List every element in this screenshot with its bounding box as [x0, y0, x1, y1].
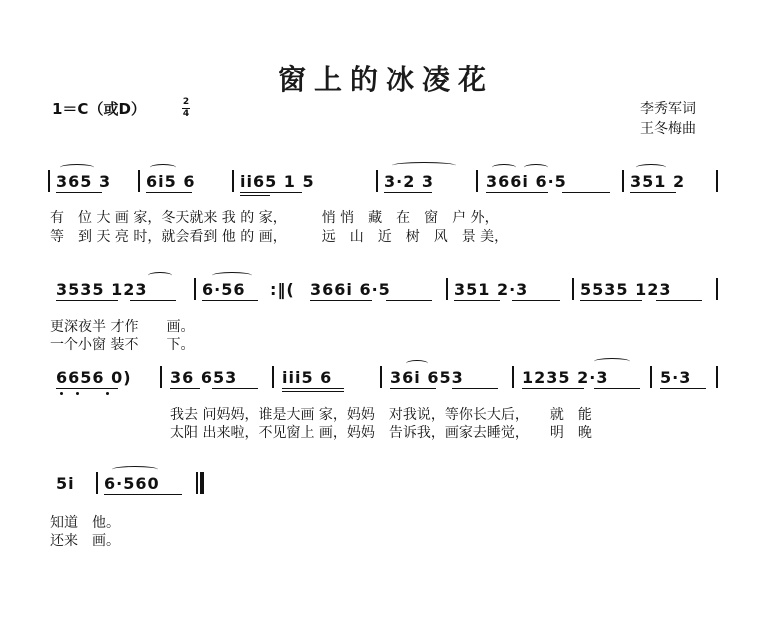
- lyricist-credit: 李秀军词: [640, 101, 696, 117]
- barline: [48, 170, 50, 192]
- time-signature: [182, 98, 190, 119]
- beam-line: [580, 300, 642, 301]
- measure-3: iii5 6: [282, 368, 333, 387]
- slur: [406, 360, 428, 367]
- low-octave-dot: [76, 392, 79, 395]
- barline: [476, 170, 478, 192]
- beam-line: [104, 494, 182, 495]
- slur: [524, 164, 548, 171]
- lyrics-verse-2: 一个小窗 装不 下。: [50, 337, 195, 353]
- song-title: 窗上的冰凌花: [277, 63, 494, 96]
- measure-1: 3535 123: [56, 280, 148, 299]
- barline: [446, 278, 448, 300]
- lyrics-verse-1: 有 位 大 画 家，冬天就来 我 的 家， 悄 悄 藏 在 窗 户 外，: [50, 210, 499, 226]
- composer-credit: 王冬梅曲: [640, 121, 696, 137]
- low-octave-dot: [60, 392, 63, 395]
- key-signature: 1＝C（或D）: [52, 100, 146, 118]
- beam-line: [512, 300, 560, 301]
- repeat-sign: :‖(: [270, 280, 295, 299]
- barline: [622, 170, 624, 192]
- tie: [392, 162, 456, 169]
- measure-3: 366i 6·5: [310, 280, 391, 299]
- beam-line: [656, 300, 702, 301]
- barline: [232, 170, 234, 192]
- slur: [492, 164, 516, 171]
- barline: [194, 278, 196, 300]
- barline: [716, 278, 718, 300]
- beam-line: [130, 300, 176, 301]
- measure-2: 36 653: [170, 368, 238, 387]
- barline: [572, 278, 574, 300]
- measure-3: ii65 1 5: [240, 172, 315, 191]
- beam-line: [522, 388, 584, 389]
- measure-1: 5i: [56, 474, 75, 493]
- beam-line: [660, 388, 706, 389]
- beam-line: [386, 300, 432, 301]
- slur: [636, 164, 666, 171]
- measure-1: 365 3: [56, 172, 112, 191]
- beam-line: [56, 388, 118, 389]
- measure-5: 366i 6·5: [486, 172, 567, 191]
- measure-4: 3·2 3: [384, 172, 435, 191]
- measure-6: 5·3: [660, 368, 692, 387]
- beam-line: [282, 388, 344, 389]
- beam-line-double: [282, 391, 344, 392]
- beam-line: [56, 300, 118, 301]
- measure-6: 351 2: [630, 172, 686, 191]
- barline: [376, 170, 378, 192]
- barline: [160, 366, 162, 388]
- barline: [272, 366, 274, 388]
- beam-line: [146, 192, 192, 193]
- measure-5: 1235 2·3: [522, 368, 609, 387]
- barline: [716, 170, 718, 192]
- measure-4: 351 2·3: [454, 280, 529, 299]
- beam-line-double: [240, 195, 270, 196]
- barline: [512, 366, 514, 388]
- beam-line: [630, 192, 676, 193]
- low-octave-dot: [106, 392, 109, 395]
- lyrics-verse-2: 太阳 出来啦，不见窗上 画，妈妈 告诉我，画家去睡觉， 明 晚: [170, 425, 592, 441]
- slur: [594, 358, 630, 365]
- measure-4: 36i 653: [390, 368, 464, 387]
- lyrics-verse-2: 还来 画。: [50, 533, 120, 549]
- measure-5: 5535 123: [580, 280, 672, 299]
- beam-line: [452, 388, 498, 389]
- beam-line: [212, 388, 258, 389]
- beam-line: [310, 300, 372, 301]
- lyrics-verse-1: 我去 问妈妈，谁是大画 家，妈妈 对我说，等你长大后， 就 能: [170, 407, 592, 423]
- measure-2: 6·56: [202, 280, 246, 299]
- final-barline: [200, 472, 204, 494]
- beam-line: [562, 192, 610, 193]
- beam-line: [240, 192, 302, 193]
- barline: [650, 366, 652, 388]
- beam-line: [202, 300, 258, 301]
- barline: [138, 170, 140, 192]
- beam-line: [486, 192, 548, 193]
- slur: [60, 164, 94, 171]
- lyrics-verse-1: 更深夜半 才作 画。: [50, 319, 195, 335]
- barline: [716, 366, 718, 388]
- meter-top: 2: [182, 97, 190, 107]
- beam-line: [170, 388, 200, 389]
- beam-line: [384, 192, 432, 193]
- barline: [96, 472, 98, 494]
- beam-line: [454, 300, 500, 301]
- beam-line: [594, 388, 640, 389]
- lyrics-verse-1: 知道 他。: [50, 515, 120, 531]
- slur: [212, 272, 252, 279]
- beam-line: [390, 388, 436, 389]
- slur: [148, 272, 172, 279]
- meter-bottom: 4: [182, 109, 190, 119]
- measure-1: 6656 0): [56, 368, 132, 387]
- slur: [150, 164, 176, 171]
- beam-line: [56, 192, 102, 193]
- slur: [112, 466, 158, 473]
- measure-2: 6i5 6: [146, 172, 196, 191]
- barline: [380, 366, 382, 388]
- barline: [196, 472, 198, 494]
- lyrics-verse-2: 等 到 天 亮 时，就会看到 他 的 画， 远 山 近 树 风 景 美，: [50, 229, 509, 245]
- measure-2: 6·560: [104, 474, 160, 493]
